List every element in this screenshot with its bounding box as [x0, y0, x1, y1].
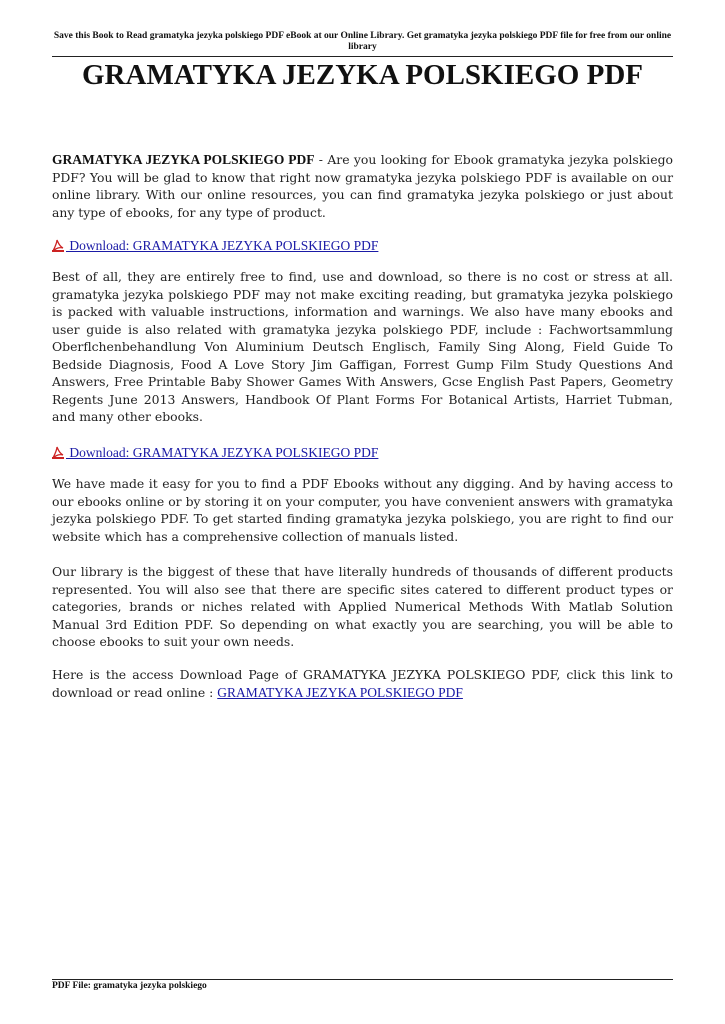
paragraph-access-page	[52, 666, 673, 701]
download-line-1	[52, 237, 673, 256]
download-link-2[interactable]: Download: GRAMATYKA JEZYKA POLSKIEGO PDF	[66, 445, 379, 460]
footer-divider	[52, 979, 673, 980]
paragraph-related-ebooks: Best of all, they are entirely free to find, use and download, so there is no cost or stress at all. gramatyka jezyka polskiego PDF may not make exciting reading, but gramatyka jezyka polskiego is packed with valuable instructions, information and warnings. We also have many ebooks and user guide is also related with gramatyka jezyka polskiego PDF, include : Fachwortsammlung Oberflchenbehandlung Von Aluminium Deutsch Englisch, Family Sing Along, Field Guide To Bedside Diagnosis, Food A Love Story Jim Gaffigan, Forrest Gump Film Study Questions And Answers, Free Printable Baby Shower Games With Answers, Gcse English Past Papers, Geometry Regents June 2013 Answers, Handbook Of Plant Forms For Botanical Artists, Harriet Tubman, and many other ebooks.	[52, 269, 673, 424]
document-page	[52, 0, 673, 1024]
intro-text: - Are you looking for Ebook gramatyka jezyka polskiego PDF? You will be glad to know that right now gramatyka jezyka polskiego PDF is available on our online library. With our online resources, you can find gramatyka jezyka polskiego or just about any type of ebooks, for any type of product.	[52, 152, 673, 220]
download-link-1[interactable]: Download: GRAMATYKA JEZYKA POLSKIEGO PDF	[66, 238, 379, 253]
download-line-2	[52, 444, 673, 463]
paragraph-easy-access: We have made it easy for you to find a PDF Ebooks without any digging. And by having access to our ebooks online or by storing it on your computer, you have convenient answers with gramatyka jezyka polskiego PDF. To get started finding gramatyka jezyka polskiego, you are right to find our website which has a comprehensive collection of manuals listed.	[52, 476, 673, 544]
pdf-file-icon	[52, 446, 64, 463]
intro-paragraph	[52, 151, 673, 221]
footer-file-label: PDF File: gramatyka jezyka polskiego	[52, 981, 207, 991]
access-page-link[interactable]: GRAMATYKA JEZYKA POLSKIEGO PDF	[217, 684, 463, 700]
access-page-text: Here is the access Download Page of GRAMATYKA JEZYKA POLSKIEGO PDF, click this link to download or read online :	[52, 667, 673, 700]
paragraph-library: Our library is the biggest of these that have literally hundreds of thousands of different products represented. You will also see that there are specific sites catered to different product types or categories, brands or niches related with Applied Numerical Methods With Matlab Solution Manual 3rd Edition PDF. So depending on what exactly you are searching, you will be able to choose ebooks to suit your own needs.	[52, 564, 673, 649]
intro-bold-lead: GRAMATYKA JEZYKA POLSKIEGO PDF	[52, 152, 315, 167]
header-note: Save this Book to Read gramatyka jezyka polskiego PDF eBook at our Online Library. Get gramatyka jezyka polskiego PDF file for free from our online library	[53, 31, 672, 52]
header-divider	[52, 56, 673, 57]
page-title: GRAMATYKA JEZYKA POLSKIEGO PDF	[82, 59, 643, 91]
pdf-file-icon	[52, 239, 64, 256]
